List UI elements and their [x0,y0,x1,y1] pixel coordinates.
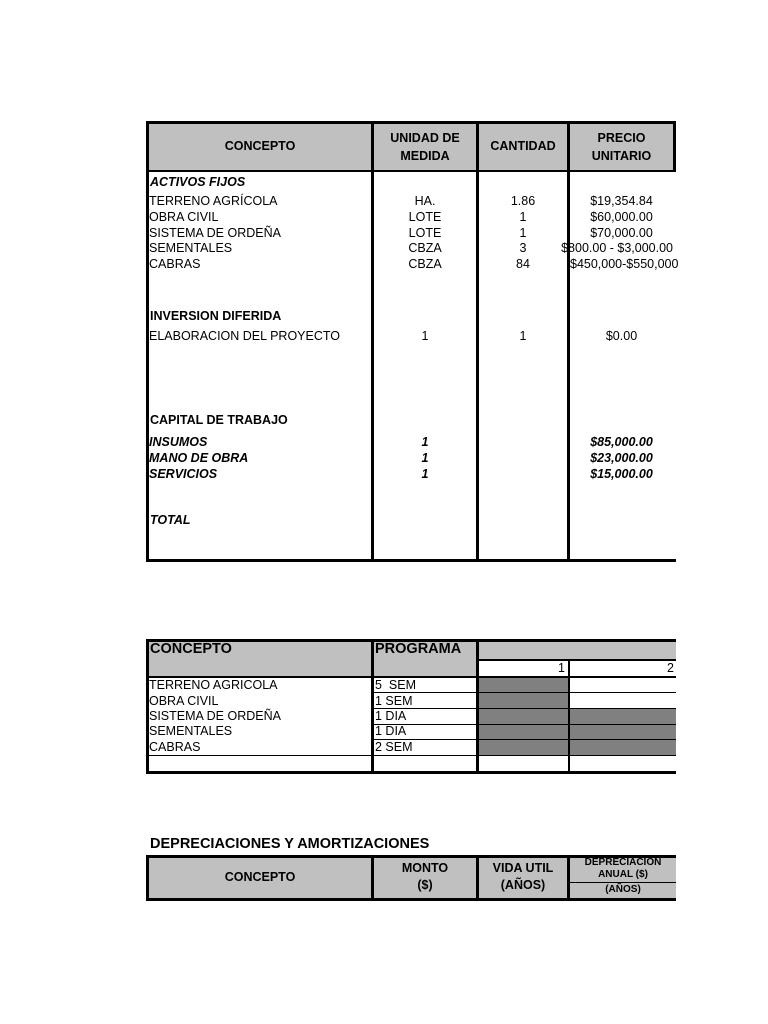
dep-header-depreciacion: DEPRECIACION ANUAL ($) [584,857,662,880]
table-row [146,329,676,345]
cell-concepto: CABRAS [149,740,201,754]
header-unidad-medida: UNIDAD DE MEDIDA [390,131,460,163]
cell-programa: 1 SEM [375,694,413,708]
table-row [146,257,679,273]
cell-unidad: 1 [421,329,429,343]
table-row [146,435,676,451]
cell-cantidad: 1 [519,329,527,343]
cell-concepto: TERRENO AGRÍCOLA [149,194,278,208]
cell-concepto: SISTEMA DE ORDEÑA [149,226,281,240]
cell-programa: 1 DIA [375,724,407,738]
dep-header-anos: (AÑOS) [605,884,641,895]
schedule-bar [479,677,569,755]
cell-concepto: MANO DE OBRA [149,451,249,465]
section-inversion-diferida: INVERSION DIFERIDA [150,309,282,323]
table-row [146,226,676,242]
header-precio-unitario: PRECIO UNITARIO [591,131,652,163]
dep-header-concepto: CONCEPTO [224,870,296,884]
table-row [146,694,476,709]
cell-programa: 2 SEM [375,740,413,754]
table-row [146,241,676,257]
section-activos-fijos: ACTIVOS FIJOS [150,175,246,189]
table-row [146,451,676,467]
cell-precio: $19,354.84 [590,194,653,208]
cell-precio: $3,000.00 - $800.00 [561,241,673,255]
cell-programa: 1 DIA [375,709,407,723]
cell-concepto: OBRA CIVIL [149,210,219,224]
cell-cantidad: 3 [519,241,527,255]
cell-cantidad: 1.86 [510,194,536,208]
cell-precio: $15,000.00 [590,467,653,481]
cell-precio: $60,000.00 [590,210,653,224]
period-1-label: 1 [558,661,565,675]
cell-unidad: 1 [421,467,429,481]
cell-unidad: LOTE [408,210,442,224]
cell-precio: $70,000.00 [590,226,653,240]
cell-unidad: CBZA [408,241,442,255]
schedule-header-concepto: CONCEPTO [150,641,232,657]
section-capital-trabajo: CAPITAL DE TRABAJO [150,413,288,427]
cell-cantidad: 1 [519,226,527,240]
table-row [146,467,676,483]
dep-header-vida-util: VIDA UTIL (AÑOS) [492,861,554,892]
table-row [146,678,476,693]
schedule-table [146,639,676,775]
cell-unidad: HA. [414,194,436,208]
cell-precio: $23,000.00 [590,451,653,465]
cell-unidad: LOTE [408,226,442,240]
cell-unidad: 1 [421,435,429,449]
table-row [146,724,476,739]
table-row [146,740,476,755]
cell-precio: $450,000-$550,000 [570,257,679,271]
cell-concepto: SEMENTALES [149,724,233,738]
cell-concepto: INSUMOS [149,435,208,449]
cell-cantidad: 84 [516,257,530,271]
schedule-bar [570,709,676,755]
cell-precio: $85,000.00 [590,435,653,449]
cell-unidad: CBZA [408,257,442,271]
period-2-label: 2 [667,661,674,675]
cell-cantidad: 1 [519,210,527,224]
cell-concepto: OBRA CIVIL [149,694,219,708]
table-row [146,194,676,210]
depreciation-table [146,855,676,901]
cell-concepto: CABRAS [149,257,201,271]
table-row [146,709,476,724]
cell-concepto: ELABORACION DEL PROYECTO [149,329,341,343]
total-label: TOTAL [150,513,191,527]
cell-unidad: 1 [421,451,429,465]
dep-header-monto: MONTO ($) [401,861,449,892]
cell-concepto: SEMENTALES [149,241,233,255]
cell-precio: $0.00 [605,329,638,343]
cell-concepto: TERRENO AGRICOLA [149,678,278,692]
depreciation-title: DEPRECIACIONES Y AMORTIZACIONES [150,836,430,852]
schedule-header-programa: PROGRAMA [375,641,462,657]
table-row [146,210,676,226]
schedule-period-header-bg [478,639,676,660]
cell-programa: 5 SEM [375,678,416,692]
header-cantidad: CANTIDAD [490,139,556,153]
header-concepto: CONCEPTO [224,139,296,153]
investment-table [146,121,679,562]
cell-concepto: SISTEMA DE ORDEÑA [149,709,281,723]
cell-concepto: SERVICIOS [149,467,218,481]
